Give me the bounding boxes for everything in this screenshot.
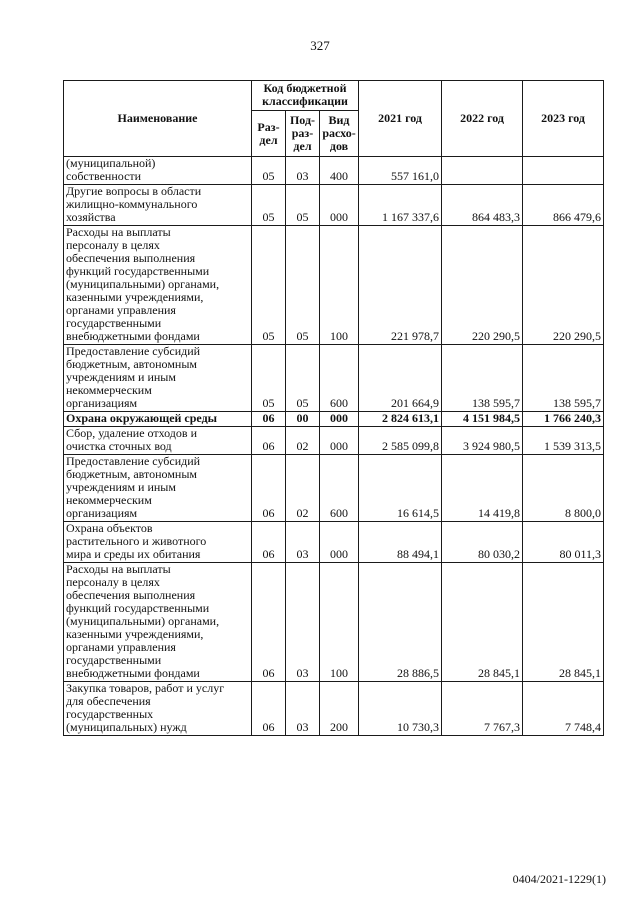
row-razdel: 06 xyxy=(252,563,286,682)
row-value-2022: 3 924 980,5 xyxy=(442,427,523,455)
table-row xyxy=(64,427,604,455)
row-value-2021: 2 585 099,8 xyxy=(359,427,442,455)
table-row xyxy=(64,345,604,412)
row-value-2023: 866 479,6 xyxy=(523,185,604,226)
row-razdel: 06 xyxy=(252,522,286,563)
row-value-2023: 220 290,5 xyxy=(523,226,604,345)
row-vid: 000 xyxy=(320,412,359,427)
row-podrazdel: 05 xyxy=(286,345,320,412)
row-vid: 200 xyxy=(320,682,359,736)
row-name: Сбор, удаление отходов и очистка сточных вод xyxy=(64,427,252,455)
page-number: 327 xyxy=(310,38,330,53)
row-value-2023: 1 539 313,5 xyxy=(523,427,604,455)
table-row xyxy=(64,563,604,682)
row-name: Предоставление субсидий бюджетным, автономным учреждениям и иным некоммерческим организациям xyxy=(64,455,252,522)
row-name: Закупка товаров, работ и услуг для обеспечения государственных (муниципальных) нужд xyxy=(64,682,252,736)
table-body xyxy=(64,157,604,736)
row-value-2021: 10 730,3 xyxy=(359,682,442,736)
row-value-2021: 28 886,5 xyxy=(359,563,442,682)
row-podrazdel: 03 xyxy=(286,682,320,736)
row-value-2022: 28 845,1 xyxy=(442,563,523,682)
row-name: Другие вопросы в области жилищно-коммунального хозяйства xyxy=(64,185,252,226)
document-code: 0404/2021-1229(1) xyxy=(512,872,606,886)
table-row xyxy=(64,412,604,427)
row-name: Расходы на выплаты персоналу в целях обеспечения выполнения функций государственными (муниципальными) органами, казенными учреждениями, органами управления государственными внебюджетными фондами xyxy=(64,563,252,682)
table-row xyxy=(64,682,604,736)
row-name: Расходы на выплаты персоналу в целях обеспечения выполнения функций государственными (муниципальными) органами, казенными учреждениями, органами управления государственными внебюджетными фондами xyxy=(64,226,252,345)
row-value-2023: 80 011,3 xyxy=(523,522,604,563)
table-row xyxy=(64,455,604,522)
table-row xyxy=(64,522,604,563)
row-podrazdel: 00 xyxy=(286,412,320,427)
header-2023: 2023 год xyxy=(523,81,604,157)
row-value-2021: 557 161,0 xyxy=(359,157,442,185)
header-2021: 2021 год xyxy=(359,81,442,157)
header-podrazdel: Под- раз- дел xyxy=(286,111,320,157)
row-value-2021: 16 614,5 xyxy=(359,455,442,522)
row-vid: 000 xyxy=(320,185,359,226)
row-value-2021: 221 978,7 xyxy=(359,226,442,345)
row-razdel: 05 xyxy=(252,345,286,412)
row-name: Предоставление субсидий бюджетным, автономным учреждениям и иным некоммерческим организациям xyxy=(64,345,252,412)
header-2022: 2022 год xyxy=(442,81,523,157)
row-value-2022: 80 030,2 xyxy=(442,522,523,563)
row-value-2023: 28 845,1 xyxy=(523,563,604,682)
row-value-2022: 14 419,8 xyxy=(442,455,523,522)
table-row xyxy=(64,157,604,185)
row-razdel: 06 xyxy=(252,682,286,736)
header-vid: Вид расхо- дов xyxy=(320,111,359,157)
row-razdel: 06 xyxy=(252,412,286,427)
row-podrazdel: 02 xyxy=(286,427,320,455)
row-vid: 100 xyxy=(320,226,359,345)
row-name: (муниципальной) собственности xyxy=(64,157,252,185)
row-podrazdel: 03 xyxy=(286,522,320,563)
row-value-2022: 7 767,3 xyxy=(442,682,523,736)
row-name: Охрана окружающей среды xyxy=(64,412,252,427)
row-value-2023: 1 766 240,3 xyxy=(523,412,604,427)
row-razdel: 05 xyxy=(252,185,286,226)
row-vid: 400 xyxy=(320,157,359,185)
row-value-2021: 201 664,9 xyxy=(359,345,442,412)
row-value-2022 xyxy=(442,157,523,185)
row-vid: 600 xyxy=(320,345,359,412)
row-podrazdel: 03 xyxy=(286,563,320,682)
row-value-2022: 4 151 984,5 xyxy=(442,412,523,427)
row-razdel: 05 xyxy=(252,226,286,345)
row-vid: 600 xyxy=(320,455,359,522)
row-podrazdel: 05 xyxy=(286,226,320,345)
row-razdel: 06 xyxy=(252,427,286,455)
row-value-2023: 138 595,7 xyxy=(523,345,604,412)
row-podrazdel: 05 xyxy=(286,185,320,226)
table-row xyxy=(64,185,604,226)
row-podrazdel: 02 xyxy=(286,455,320,522)
budget-table xyxy=(63,80,604,736)
row-name: Охрана объектов растительного и животного мира и среды их обитания xyxy=(64,522,252,563)
row-value-2021: 2 824 613,1 xyxy=(359,412,442,427)
row-value-2023: 8 800,0 xyxy=(523,455,604,522)
row-razdel: 05 xyxy=(252,157,286,185)
row-value-2023 xyxy=(523,157,604,185)
table-row xyxy=(64,226,604,345)
row-podrazdel: 03 xyxy=(286,157,320,185)
row-vid: 000 xyxy=(320,522,359,563)
header-code-group: Код бюджетной классификации xyxy=(252,81,359,111)
row-value-2021: 88 494,1 xyxy=(359,522,442,563)
row-value-2021: 1 167 337,6 xyxy=(359,185,442,226)
header-name: Наименование xyxy=(64,81,252,157)
row-vid: 100 xyxy=(320,563,359,682)
row-value-2023: 7 748,4 xyxy=(523,682,604,736)
row-value-2022: 138 595,7 xyxy=(442,345,523,412)
row-razdel: 06 xyxy=(252,455,286,522)
row-value-2022: 864 483,3 xyxy=(442,185,523,226)
row-value-2022: 220 290,5 xyxy=(442,226,523,345)
header-razdel: Раз- дел xyxy=(252,111,286,157)
row-vid: 000 xyxy=(320,427,359,455)
